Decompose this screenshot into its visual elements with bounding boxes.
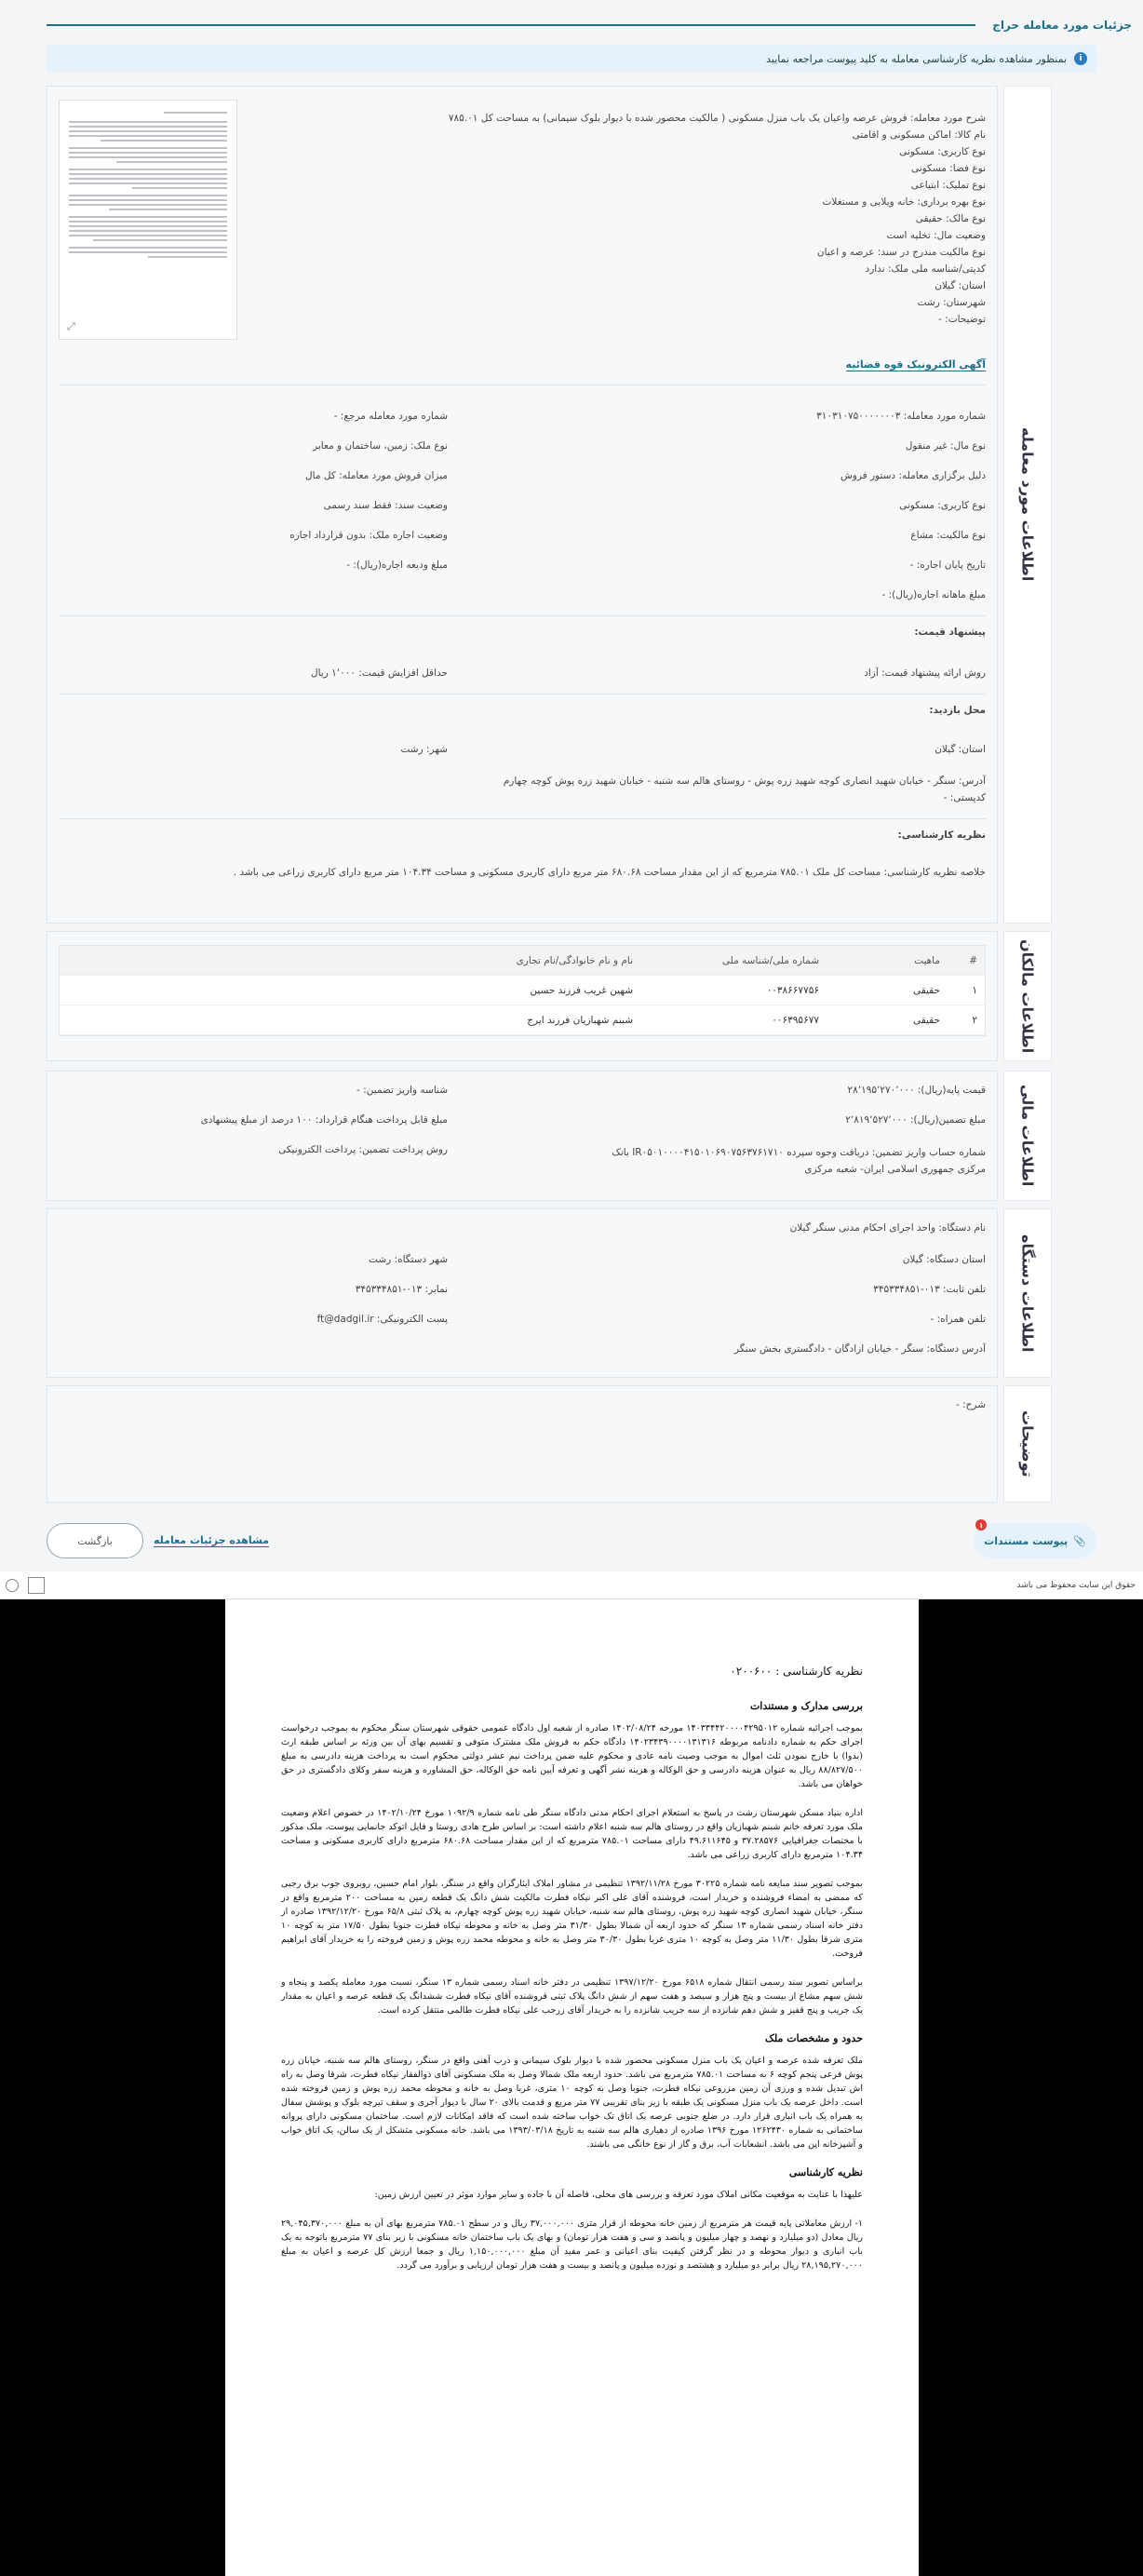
org-province: استان دستگاه: گیلان bbox=[902, 1254, 986, 1265]
asset-desc-line: شرح مورد معامله: فروش عرصه واعیان یک باب منزل مسکونی ( مالکیت محصور شده با دیوار بلوک سیمانی) به مساحت کل ۷۸۵.۰۱ bbox=[448, 113, 986, 124]
monthly-rent: مبلغ ماهانه اجاره(ریال): - bbox=[881, 589, 986, 600]
asset-desc-line: کدپتی/شناسه ملی ملک: ندارد bbox=[865, 263, 986, 275]
org-mobile: تلفن همراه: - bbox=[930, 1314, 986, 1325]
pay-on-contract: مبلغ قابل پرداخت هنگام قرارداد: ۱۰۰ درصد از مبلغ پیشنهادی bbox=[200, 1114, 448, 1126]
asset-desc-line: نام کالا: اماکن مسکونی و اقامتی bbox=[852, 129, 986, 141]
owners-section-body bbox=[47, 931, 998, 1061]
notes-section-label: توضیحات bbox=[1003, 1385, 1052, 1503]
info-text: بمنظور مشاهده نظریه کارشناسی معامله به کلید پیوست مراجعه نمایید bbox=[766, 52, 1067, 65]
guarantee-pay-method: روش پرداخت تضمین: پرداخت الکترونیکی bbox=[278, 1144, 448, 1155]
owners-table bbox=[59, 945, 986, 1036]
visit-address: آدرس: سنگر - خیابان شهید انصاری کوچه شهید زره پوش - روستای هالم سه شنبه - خیابان شهید زره پوش کوچه چهارم bbox=[503, 775, 986, 787]
org-section bbox=[47, 1208, 1052, 1378]
page-title: جزئیات مورد معامله حراج bbox=[992, 19, 1132, 32]
doc-paragraph: اداره بنیاد مسکن شهرستان رشت در پاسخ به استعلام اجرای احکام مدنی دادگاه سنگر طی نامه شماره ۱۰۹۲/۹ مورخ ۱۴۰۲/۱۰/۲۴ در خصوص اعلام وضعیت ملک مورد تعرفه خانم شبنم شهبازیان واقع در روستای هالم سه شنبه اعلام داشته است: بر اساس طرح هادی روستا و فایل اتوکد جانمایی پیوست، ملک مذکور با مختصات جغرافیایی ۳۷.۲۸۵۷۶ و ۴۹.۶۱۱۶۴۵ دارای مساحت ۷۸۵.۰۱ مترمربع که از این مقدار مساحت ۶۸۰.۶۸ مترمربع دارای کاربری مسکونی و مساحت ۱۰۴.۳۴ مترمربع دارای کاربری زراعی می باشد. bbox=[281, 1808, 863, 1860]
expert-summary: خلاصه نظریه کارشناسی: مساحت کل ملک ۷۸۵.۰۱ مترمربع که از این مقدار مساحت ۶۸۰.۶۸ متر مربع دارای کاربری مسکونی و مساحت ۱۰۴.۳۴ متر مربع دارای کاربری زراعی می باشد . bbox=[233, 867, 986, 878]
asset-desc-line: نوع تملیک: ابتیاعی bbox=[910, 180, 986, 191]
org-city: شهر دستگاه: رشت bbox=[369, 1254, 448, 1265]
doc-paragraph: ملک تعرفه شده عرصه و اعیان یک باب منزل مسکونی محصور شده با دیوار بلوک سیمانی و درب آهنی واقع در سنگر، روستای هالم سه شنبه، خیابان زره پوش فرعی پنجم کوچه ۶ به مساحت ۷۸۵.۰۱ مترمربع می باشد. حدود اربعه ملک شمالا وصل به ملک مسکونی آقای ذوالفقار نیکاه فطرت، شرقا وصل به راه اش تبدیل شده و ورزی آن زمین مزروعی نیکاه فطرت، جنوبا وصل به کوچه ۱۰ متری، غربا وصل به خانه و محوطه محمد زره پوش و زمین فروخته شده است. داخل عرصه یک باب منزل مسکونی یک طبقه با زیر بنای تقریبی ۷۷ متر مربع و قدمت بالای ۲۰ سال با دیوار آجری و سقف تیرچه بلوک و پوشش سفال به همراه یک باب انباری قرار دارد. در ضلع جنوبی عرصه یک اتاق تک خواب ساخته شده است که فاقد امکانات لازم است. ساختمان مسکونی دارای پروانه ساختمانی به شماره ۱۲۶۲۴۳۰ مورخ ۱۳۹۶ صادره از دهیاری هالم سه شنبه به تاریخ ۱۳۹۳/۰۳/۱۸ می باشد. خانه مسکونی متشکل از یک سالن، یک اتاق خواب و آشپزخانه اپن می باشد. انشعابات آب، برق و گاز از نوع خانگی می باشند. bbox=[281, 2056, 864, 2150]
asset-desc-line: نوع بهره برداری: خانه ویلایی و مستغلات bbox=[822, 196, 986, 208]
org-email: پست الکترونیکی: ft@dadgil.ir bbox=[316, 1314, 448, 1325]
doc-heading: نظریه کارشناسی bbox=[788, 2166, 863, 2178]
table-row: ۲ حقیقی ۰۰۶۳۹۵۶۷۷ شبنم شهبازیان فرزند ایرج bbox=[60, 1005, 985, 1035]
expert-title: نظریه کارشناسی: bbox=[897, 829, 986, 841]
guarantee-amount: مبلغ تضمین(ریال): ۲٬۸۱۹٬۵۲۷٬۰۰۰ bbox=[845, 1114, 986, 1126]
deal-number: شماره مورد معامله: ۳۱۰۳۱۰۷۵۰۰۰۰۰۰۰۳ bbox=[816, 411, 986, 422]
notes-text: شرح: - bbox=[955, 1399, 986, 1410]
guarantee-account: شماره حساب واریز تضمین: دریافت وجوه سپرده IR۰۵۰۱۰۰۰۰۴۱۵۰۱۰۶۹۰۷۵۶۳۷۶۱۷۱۰ بانک مرکزی جمهوری اسلامی ایران- شعبه مرکزی bbox=[612, 1147, 986, 1175]
asset-desc-line: شهرستان: رشت bbox=[917, 297, 986, 308]
org-phone: تلفن ثابت: ۰۱۳-۳۴۵۳۳۴۸۵۱ bbox=[873, 1284, 986, 1295]
finance-section-label: اطلاعات مالی bbox=[1003, 1071, 1052, 1201]
sale-reason: دلیل برگزاری معامله: دستور فروش bbox=[840, 470, 986, 481]
bid-title: پیشنهاد قیمت: bbox=[914, 627, 986, 638]
asset-desc-line: نوع کاربری: مسکونی bbox=[899, 146, 986, 157]
visit-postal-code: کدپستی: - bbox=[943, 792, 986, 803]
divider bbox=[59, 694, 986, 695]
info-icon: i bbox=[1074, 52, 1087, 65]
visit-title: محل بازدید: bbox=[929, 705, 986, 716]
divider bbox=[59, 384, 986, 385]
back-button[interactable]: بازگشت bbox=[47, 1523, 143, 1558]
info-banner bbox=[47, 45, 1096, 73]
owners-section bbox=[47, 931, 1052, 1061]
deposit-id: شناسه واریز تضمین: - bbox=[356, 1085, 448, 1096]
doc-heading: حدود و مشخصات ملک bbox=[764, 2032, 863, 2044]
doc-heading: بررسی مدارک و مستندات bbox=[749, 1700, 863, 1712]
attachments-button[interactable] bbox=[974, 1520, 1096, 1558]
doc-paragraph: بموجب تصویر سند مبایعه نامه شماره ۳۰۲۲۵ مورخ ۱۳۹۲/۱۱/۲۸ تنظیمی در مشاور املاک ایثارگران واقع در سنگر، بلوار امام حسین، روبروی جوب برق رجبی که ممضی به امضاء فروشنده و خریدار است، فروشنده آقای علی اکبر نیکاه فطرت مالکیت شش دانگ یک قطعه زمین به مساحت ۲۰۰ مترمربع واقع در سنگر، خیابان شهید انصاری کوچه شهید زره پوش، روستای هالم سه شنبه، خیابان شهید زره پوش کوچه چهارم، به پلاک ثبتی ۶۵/۸ مورخ ۱۳۹۲/۱۲/۲۰ صادره از دفتر خانه اسناد رسمی شماره ۱۳ سنگر که حدود اربعه آن شمالا بطول ۳۱/۳۰ متر وصل به خانه و محوطه نیکاه فطرت جنوبا بطول ۱۷/۵۰ متر به کوچه ۱۰ متری شرقا بطول ۱۱/۳۰ متر وصل به کوچه ۱۰ متری غربا بطول ۳۰/۳۰ متر وصل به خانه و محوطه محمد زره پوش و زمین فروخته را به خریدار آقای ابراهیم فروخت. bbox=[281, 1879, 864, 1959]
divider bbox=[59, 818, 986, 819]
visit-province: استان: گیلان bbox=[935, 744, 986, 755]
bid-method: روش ارائه پیشنهاد قیمت: آزاد bbox=[864, 668, 986, 679]
asset-desc-line: توضیحات: - bbox=[938, 314, 986, 325]
copyright-text: حقوق این سایت محفوظ می باشد bbox=[1016, 1581, 1136, 1590]
lease-status: وضعیت اجاره ملک: بدون قرارداد اجاره bbox=[289, 530, 448, 541]
deed-status: وضعیت سند: فقط سند رسمی bbox=[323, 500, 448, 511]
owners-section-label: اطلاعات مالکان bbox=[1003, 931, 1052, 1061]
org-section-body bbox=[47, 1208, 998, 1378]
zoom-icon[interactable] bbox=[6, 1579, 19, 1592]
ref-deal-number: شماره مورد معامله مرجع: - bbox=[333, 411, 448, 422]
expand-icon[interactable]: ⤢ bbox=[67, 320, 75, 332]
org-section-label: اطلاعات دستگاه bbox=[1003, 1208, 1052, 1378]
asset-desc-line: نوع مالک: حقیقی bbox=[915, 213, 986, 224]
asset-section-label: اطلاعات مورد معامله bbox=[1003, 86, 1052, 924]
lease-end-date: تاریخ پایان اجاره: - bbox=[909, 560, 986, 571]
doc-paragraph: بموجب اجرائیه شماره ۱۴۰۳۳۴۴۲۰۰۰۰۴۲۹۵۰۱۲ مورخه ۱۴۰۲/۰۸/۲۴ صادره از شعبه اول دادگاه عمومی حقوقی شهرستان سنگر محکوم به بموجب درخواست اجرای حکم به شماره دادنامه مربوطه ۱۴۰۲۳۴۳۹۰۰۰۰۱۳۱۳۱۶ دادگاه حکم به فروش ملک مشترک متوفی و تقسیم بهای آن بین ورثه بر اساس طبقه ارث (بدوا) با خارج نمودن ثلث اموال به موجب وصیت نامه عادی و محکوم علیه ضمن پرداخت نیم عشر دولتی محکوم است به پرداخت هزینه دادرسی به مبلغ ۸۸/۸۲۷/۵۰۰ ریال به عنوان هزینه دادرسی و حق الوکاله و هزینه نشر آگهی و تعرفه آیین نامه حق الوکاله، حق المشاوره و هزینه سفر وکلای دادگستری در حق خواهان می باشد. bbox=[281, 1723, 864, 1789]
view-deal-details-link[interactable]: مشاهده جزئیات معامله bbox=[154, 1534, 269, 1546]
doc-paragraph: علیهذا با عنایت به موقعیت مکانی املاک مورد تعرفه و بررسی های محلی، فاصله آن با جاده و سایر موارد موثر در تعیین ارزش زمین: bbox=[374, 2190, 863, 2200]
table-row: ۱ حقیقی ۰۰۳۸۶۶۷۷۵۶ شهین غریب فرزند حسین bbox=[60, 976, 985, 1005]
asset-section-body bbox=[47, 86, 998, 924]
emblem-icon bbox=[28, 1577, 45, 1594]
document-thumbnail[interactable] bbox=[59, 100, 237, 340]
property-type: نوع مال: غیر منقول bbox=[905, 440, 986, 452]
table-header: # ماهیت شماره ملی/شناسه ملی نام و نام خانوادگی/نام تجاری bbox=[60, 946, 985, 976]
doc-paragraph: براساس تصویر سند رسمی انتقال شماره ۶۵۱۸ مورخ ۱۳۹۷/۱۲/۲۰ تنظیمی در دفتر خانه اسناد رسمی شماره ۱۳ سنگر، نسبت مورد معامله یکصد و پنجاه و شش سهم مشاع از بیست و پنج هزار و سیصد و هفت سهم از شش دانگ پلاک ثبتی فروشنده آقای نیکاه فطرت ششدانگ یک قطعه عرصه و اعیان به مقدار یک جریب و پنج قفیز و شش دهم شانزده از سه جریب شانزده را به خریدار آقای زرجب علی نیکاه فطرت طالمی منتقل کرده است. bbox=[281, 1977, 863, 2016]
asset-desc-line: نوع فضا: مسکونی bbox=[910, 163, 986, 174]
asset-desc-line: نوع مالکیت مندرج در سند: عرصه و اعیان bbox=[816, 247, 986, 258]
document-page bbox=[225, 1599, 919, 2576]
finance-section-body bbox=[47, 1071, 998, 1201]
visit-city: شهر: رشت bbox=[400, 744, 448, 755]
usage-type: نوع کاربری: مسکونی bbox=[899, 500, 986, 511]
org-address: آدرس دستگاه: سنگر - خیابان ازادگان - دادگستری بخش سنگر bbox=[734, 1343, 986, 1355]
paperclip-icon: 📎 bbox=[1073, 1534, 1086, 1547]
asset-section bbox=[47, 86, 1052, 924]
judiciary-ad-link[interactable]: آگهی الکترونیک قوه قضائیه bbox=[845, 358, 986, 371]
divider bbox=[59, 615, 986, 616]
asset-desc-line: وضعیت مال: تخلیه است bbox=[886, 230, 986, 241]
doc-title: نظریه کارشناسی : ۰۲۰۰۶۰۰ bbox=[730, 1665, 863, 1678]
viewer-toolbar bbox=[0, 1571, 1143, 1599]
notes-section-body bbox=[47, 1385, 998, 1503]
title-underline bbox=[47, 24, 975, 26]
ownership-type: نوع مالکیت: مشاع bbox=[910, 530, 986, 541]
sale-amount: میزان فروش مورد معامله: کل مال bbox=[305, 470, 448, 481]
base-price: قیمت پایه(ریال): ۲۸٬۱۹۵٬۲۷۰٬۰۰۰ bbox=[847, 1085, 986, 1096]
finance-section bbox=[47, 1071, 1052, 1201]
land-type: نوع ملک: زمین، ساختمان و معابر bbox=[313, 440, 448, 452]
asset-desc-line: استان: گیلان bbox=[935, 280, 986, 291]
notes-section bbox=[47, 1385, 1052, 1503]
org-fax: نمابر: ۰۱۳-۳۴۵۳۳۴۸۵۱ bbox=[355, 1284, 448, 1295]
doc-paragraph: ۱- ارزش معاملاتی پایه قیمت هر مترمربع از زمین خانه محوطه از قرار متری ۳۷,۰۰۰,۰۰۰ ریال و در سطح ۷۸۵.۰۱ مترمربع بهای آن به مبلغ ۲۹,۰۴۵,۳۷۰,۰۰۰ ریال معادل (دو میلیارد و نهصد و چهار میلیون و پانصد و سی و هفت هزار تومان) و بهای یک باب ساختمان خانه مسکونی با زیر بنای ۷۷ مترمربع باتوجه به یک باب انباری و دیوار محوطه و در نظر گرفتن کیفیت بنای اعیانی و عمر مفید آن مبلغ ۱,۱۵۰,۰۰۰,۰۰۰ ریال و جمعا ارزش کل عرصه و اعیان به مبلغ ۲۸,۱۹۵,۲۷۰,۰۰۰ ریال برابر دو میلیارد و هشتصد و نوزده میلیون و پانصد و بیست و هفت هزار تومان ارزیابی و برآورد می گردد. bbox=[281, 2219, 864, 2271]
attachments-label: پیوست مستندات bbox=[984, 1534, 1069, 1547]
lease-deposit: مبلغ ودیعه اجاره(ریال): - bbox=[346, 560, 448, 571]
bid-min-increase: حداقل افزایش قیمت: ۱٬۰۰۰ ریال bbox=[310, 668, 448, 679]
org-name: نام دستگاه: واحد اجرای احکام مدنی سنگر گیلان bbox=[789, 1222, 986, 1234]
attachment-badge: ۱ bbox=[975, 1519, 987, 1531]
